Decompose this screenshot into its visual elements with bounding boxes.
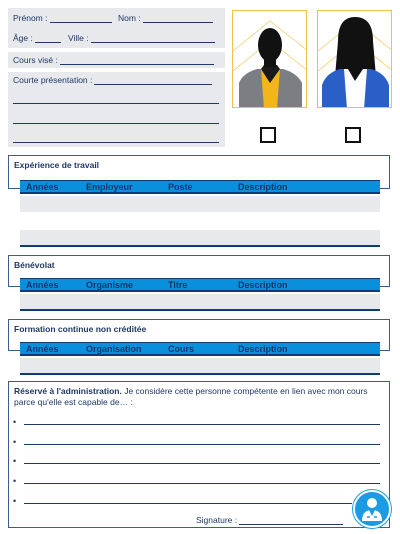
first-name-line[interactable]	[50, 14, 112, 23]
presentation-line-4[interactable]	[13, 142, 219, 143]
male-silhouette-icon	[233, 11, 307, 108]
training-col-organization: Organisation	[86, 343, 142, 354]
bullet-5: •	[13, 496, 17, 506]
volunteer-table-bottom-line	[20, 309, 380, 311]
training-table-header	[20, 342, 380, 356]
admin-line-3[interactable]	[24, 463, 380, 464]
volunteer-col-years: Années	[26, 279, 59, 290]
work-col-employer: Employeur	[86, 181, 133, 192]
last-name-line[interactable]	[143, 14, 213, 23]
course-line[interactable]	[60, 56, 214, 65]
signature-line[interactable]	[239, 516, 343, 525]
presentation-line[interactable]	[94, 76, 212, 85]
course-field[interactable]	[13, 55, 214, 65]
age-line[interactable]	[35, 34, 61, 43]
presentation-field[interactable]	[13, 75, 212, 85]
bullet-2: •	[13, 437, 17, 447]
presentation-line-3[interactable]	[13, 123, 219, 124]
signature-field[interactable]	[196, 515, 343, 525]
volunteer-table-row[interactable]	[20, 294, 380, 310]
first-name-field[interactable]	[13, 13, 112, 23]
city-line[interactable]	[91, 34, 215, 43]
age-field[interactable]	[13, 33, 61, 43]
city-field[interactable]	[68, 33, 215, 43]
work-col-years: Années	[26, 181, 59, 192]
photo-female-checkbox[interactable]	[345, 127, 361, 143]
volunteer-col-title: Titre	[168, 279, 188, 290]
person-help-icon[interactable]	[353, 490, 391, 528]
presentation-line-2[interactable]	[13, 103, 219, 104]
admin-line-4[interactable]	[24, 483, 380, 484]
photo-frame-male[interactable]	[232, 10, 307, 108]
presentation-label: Courte présentation :	[13, 75, 93, 85]
admin-text: Je considère cette personne compétente en lien avec mon cours parce qu'elle est capable de… :	[14, 386, 368, 407]
admin-line-5[interactable]	[24, 503, 352, 504]
training-col-description: Description	[238, 343, 288, 354]
bullet-3: •	[13, 456, 17, 466]
training-title: Formation continue non créditée	[14, 324, 147, 334]
admin-statement	[14, 386, 386, 408]
admin-line-1[interactable]	[24, 424, 380, 425]
work-col-position: Poste	[168, 181, 193, 192]
last-name-label: Nom :	[118, 13, 141, 23]
training-table-bottom-line	[20, 373, 380, 375]
training-col-course: Cours	[168, 343, 195, 354]
volunteer-col-description: Description	[238, 279, 288, 290]
work-table-header	[20, 180, 380, 194]
bullet-4: •	[13, 476, 17, 486]
training-col-years: Années	[26, 343, 59, 354]
photo-male-checkbox[interactable]	[260, 127, 276, 143]
first-name-label: Prénom :	[13, 13, 48, 23]
female-silhouette-icon	[318, 11, 392, 108]
bullet-1: •	[13, 417, 17, 427]
age-label: Âge :	[13, 33, 33, 43]
last-name-field[interactable]	[118, 13, 213, 23]
admin-line-2[interactable]	[24, 444, 380, 445]
volunteer-table-header	[20, 278, 380, 292]
training-table-row[interactable]	[20, 358, 380, 374]
person-help-glyph-icon	[355, 492, 389, 526]
admin-bold-label: Réservé à l'administration.	[14, 386, 122, 396]
course-label: Cours visé :	[13, 55, 58, 65]
volunteer-col-organization: Organisme	[86, 279, 134, 290]
work-col-description: Description	[238, 181, 288, 192]
city-label: Ville :	[68, 33, 89, 43]
photo-frame-female[interactable]	[317, 10, 392, 108]
signature-label: Signature :	[196, 515, 238, 525]
work-table-row[interactable]	[20, 196, 380, 212]
admin-section	[8, 381, 390, 528]
work-table-bottom-line	[20, 245, 380, 247]
volunteer-title: Bénévolat	[14, 260, 55, 270]
work-experience-title: Expérience de travail	[14, 160, 100, 170]
work-table-row[interactable]	[20, 230, 380, 246]
